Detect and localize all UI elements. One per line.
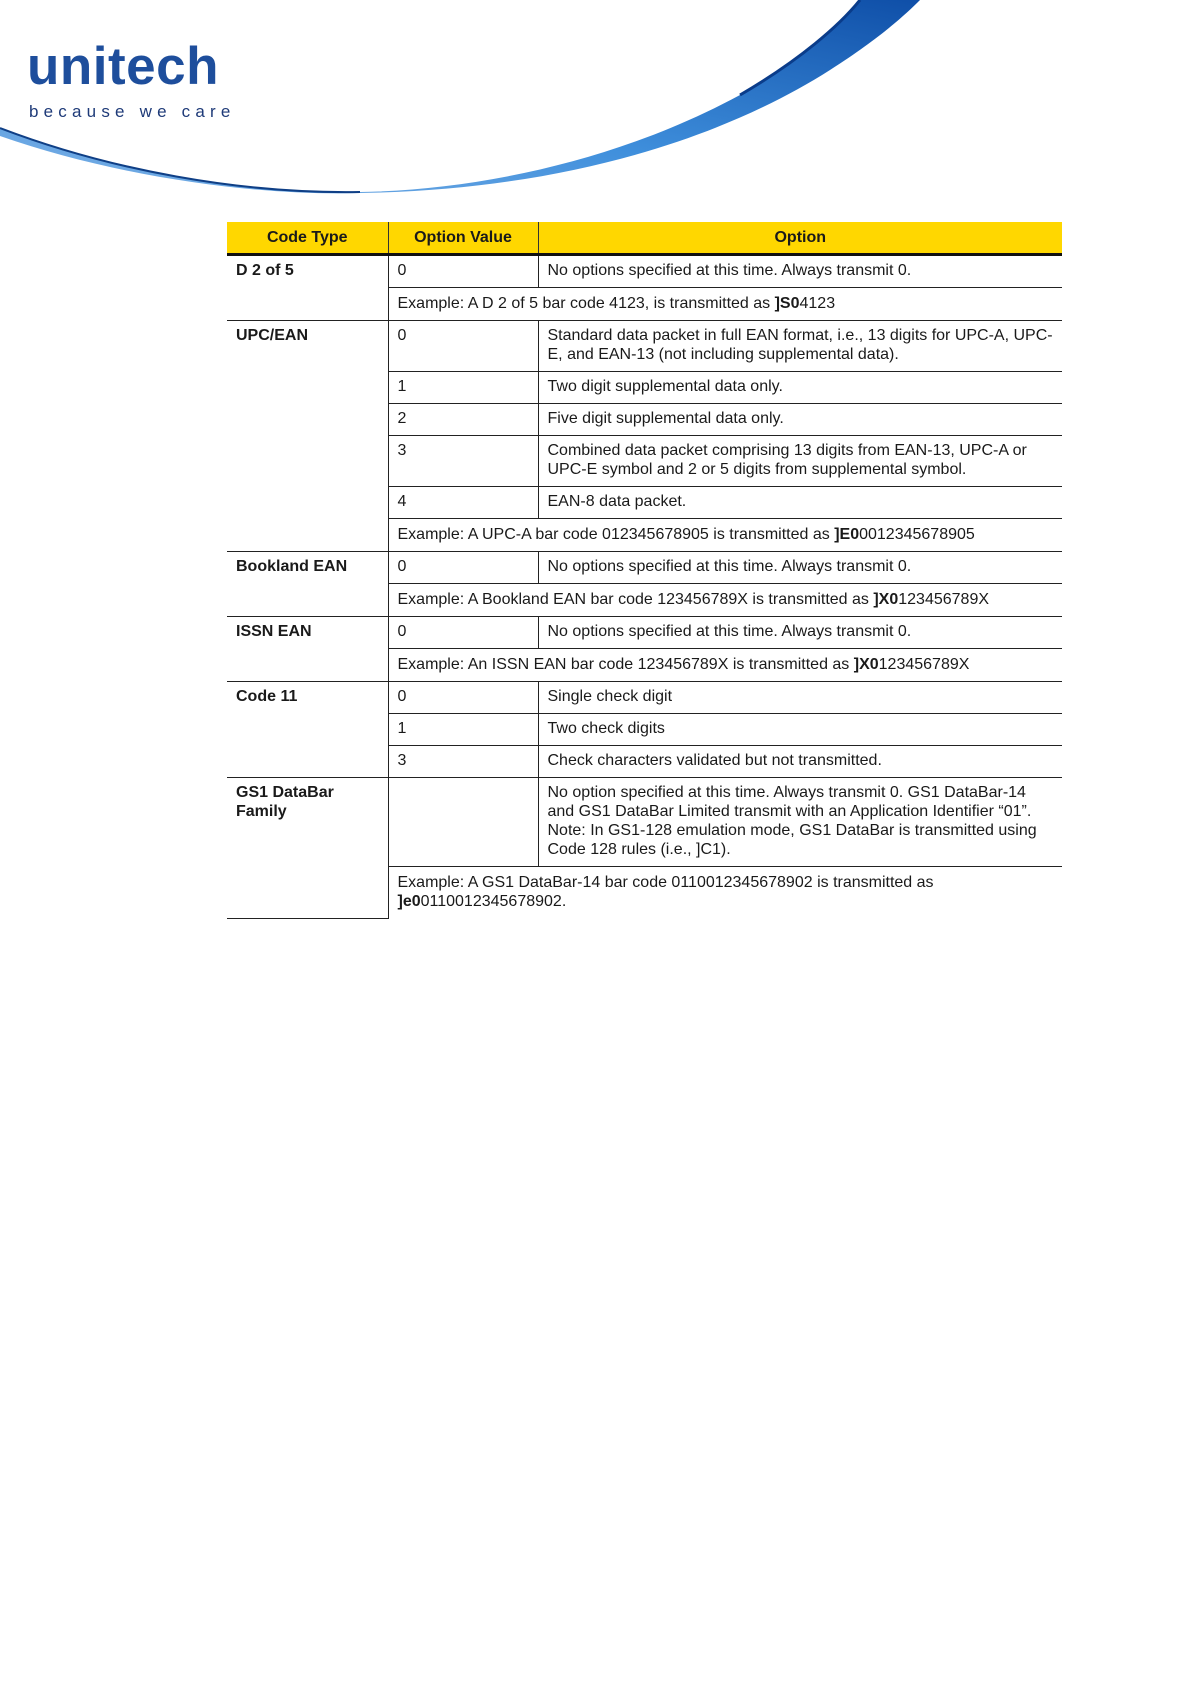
symbology-id: ]E0 [834,526,860,543]
symbology-id: ]X0 [853,656,879,673]
option-text-cell: Combined data packet comprising 13 digits from EAN-13, UPC-A or UPC-E symbol and 2 or 5 digits from supplemental symbol. [538,436,1062,487]
option-value-cell: 0 [388,552,538,584]
code-type-cell [227,778,388,919]
example-text: Example: A D 2 of 5 bar code 4123, is transmitted as [397,295,775,312]
logo-tagline: because we care [29,102,236,121]
option-value-cell: 2 [388,404,538,436]
option-value-cell: 3 [388,746,538,778]
option-value-cell: 1 [388,714,538,746]
option-value-cell: 0 [388,255,538,288]
option-value-cell [388,778,538,867]
option-text-cell: Single check digit [538,682,1062,714]
code-type-cell: Code 11 [227,682,388,778]
example-text: Example: A GS1 DataBar-14 bar code 0110012345678902 is transmitted as [397,874,934,891]
option-value-cell: 1 [388,372,538,404]
option-note: Note: In GS1-128 emulation mode, GS1 DataBar is transmitted using Code 128 rules (i.e., ]C1). [547,822,1037,858]
header-code-type: Code Type [227,222,388,255]
example-text: Example: A Bookland EAN bar code 123456789X is transmitted as [397,591,874,608]
option-text-cell: No options specified at this time. Always transmit 0. [538,255,1062,288]
table-row [227,321,1062,372]
option-text-cell: Check characters validated but not transmitted. [538,746,1062,778]
option-value-cell: 0 [388,321,538,372]
example-data: 123456789X [878,656,970,673]
code-type-cell: D 2 of 5 [227,255,388,321]
example-data: 4123 [799,295,836,312]
option-text-cell: Five digit supplemental data only. [538,404,1062,436]
example-text: Example: A UPC-A bar code 012345678905 is transmitted as [397,526,835,543]
code-type-cell: ISSN EAN [227,617,388,682]
example-cell [388,584,1062,617]
option-text: No option specified at this time. Always transmit 0. GS1 DataBar-14 and GS1 DataBar Limited transmit with an Application Identifier “01”. [547,784,1032,820]
symbology-id: ]e0 [397,893,421,910]
code-type-cell: UPC/EAN [227,321,388,552]
symbology-id: ]S0 [774,295,800,312]
header-option: Option [538,222,1062,255]
example-data: 123456789X [898,591,990,608]
option-value-cell: 4 [388,487,538,519]
option-text-cell: No options specified at this time. Always transmit 0. [538,617,1062,649]
option-value-cell: 0 [388,682,538,714]
option-text-cell: Two digit supplemental data only. [538,372,1062,404]
table-row [227,682,1062,714]
option-text-cell: Standard data packet in full EAN format, i.e., 13 digits for UPC-A, UPC-E, and EAN-13 (not including supplemental data). [538,321,1062,372]
symbology-id: ]X0 [873,591,899,608]
table-row [227,778,1062,867]
option-text-cell: Two check digits [538,714,1062,746]
option-value-cell: 0 [388,617,538,649]
example-cell [388,649,1062,682]
example-cell [388,867,1062,919]
option-text-cell: EAN-8 data packet. [538,487,1062,519]
table-row [227,255,1062,288]
code-type-cell: Bookland EAN [227,552,388,617]
option-value-cell: 3 [388,436,538,487]
code-id-table [227,222,1062,919]
code-type-text: GS1 DataBar Family [236,784,334,820]
example-data: 0110012345678902. [420,893,567,910]
example-cell [388,519,1062,552]
example-cell [388,288,1062,321]
option-text-cell [538,778,1062,867]
table-header-row [227,222,1062,255]
example-text: Example: An ISSN EAN bar code 123456789X is transmitted as [397,656,854,673]
header-option-value: Option Value [388,222,538,255]
table-row [227,552,1062,584]
option-text-cell: No options specified at this time. Always transmit 0. [538,552,1062,584]
example-data: 0012345678905 [859,526,975,543]
table-row [227,617,1062,649]
logo-wordmark: unitech [27,37,219,96]
